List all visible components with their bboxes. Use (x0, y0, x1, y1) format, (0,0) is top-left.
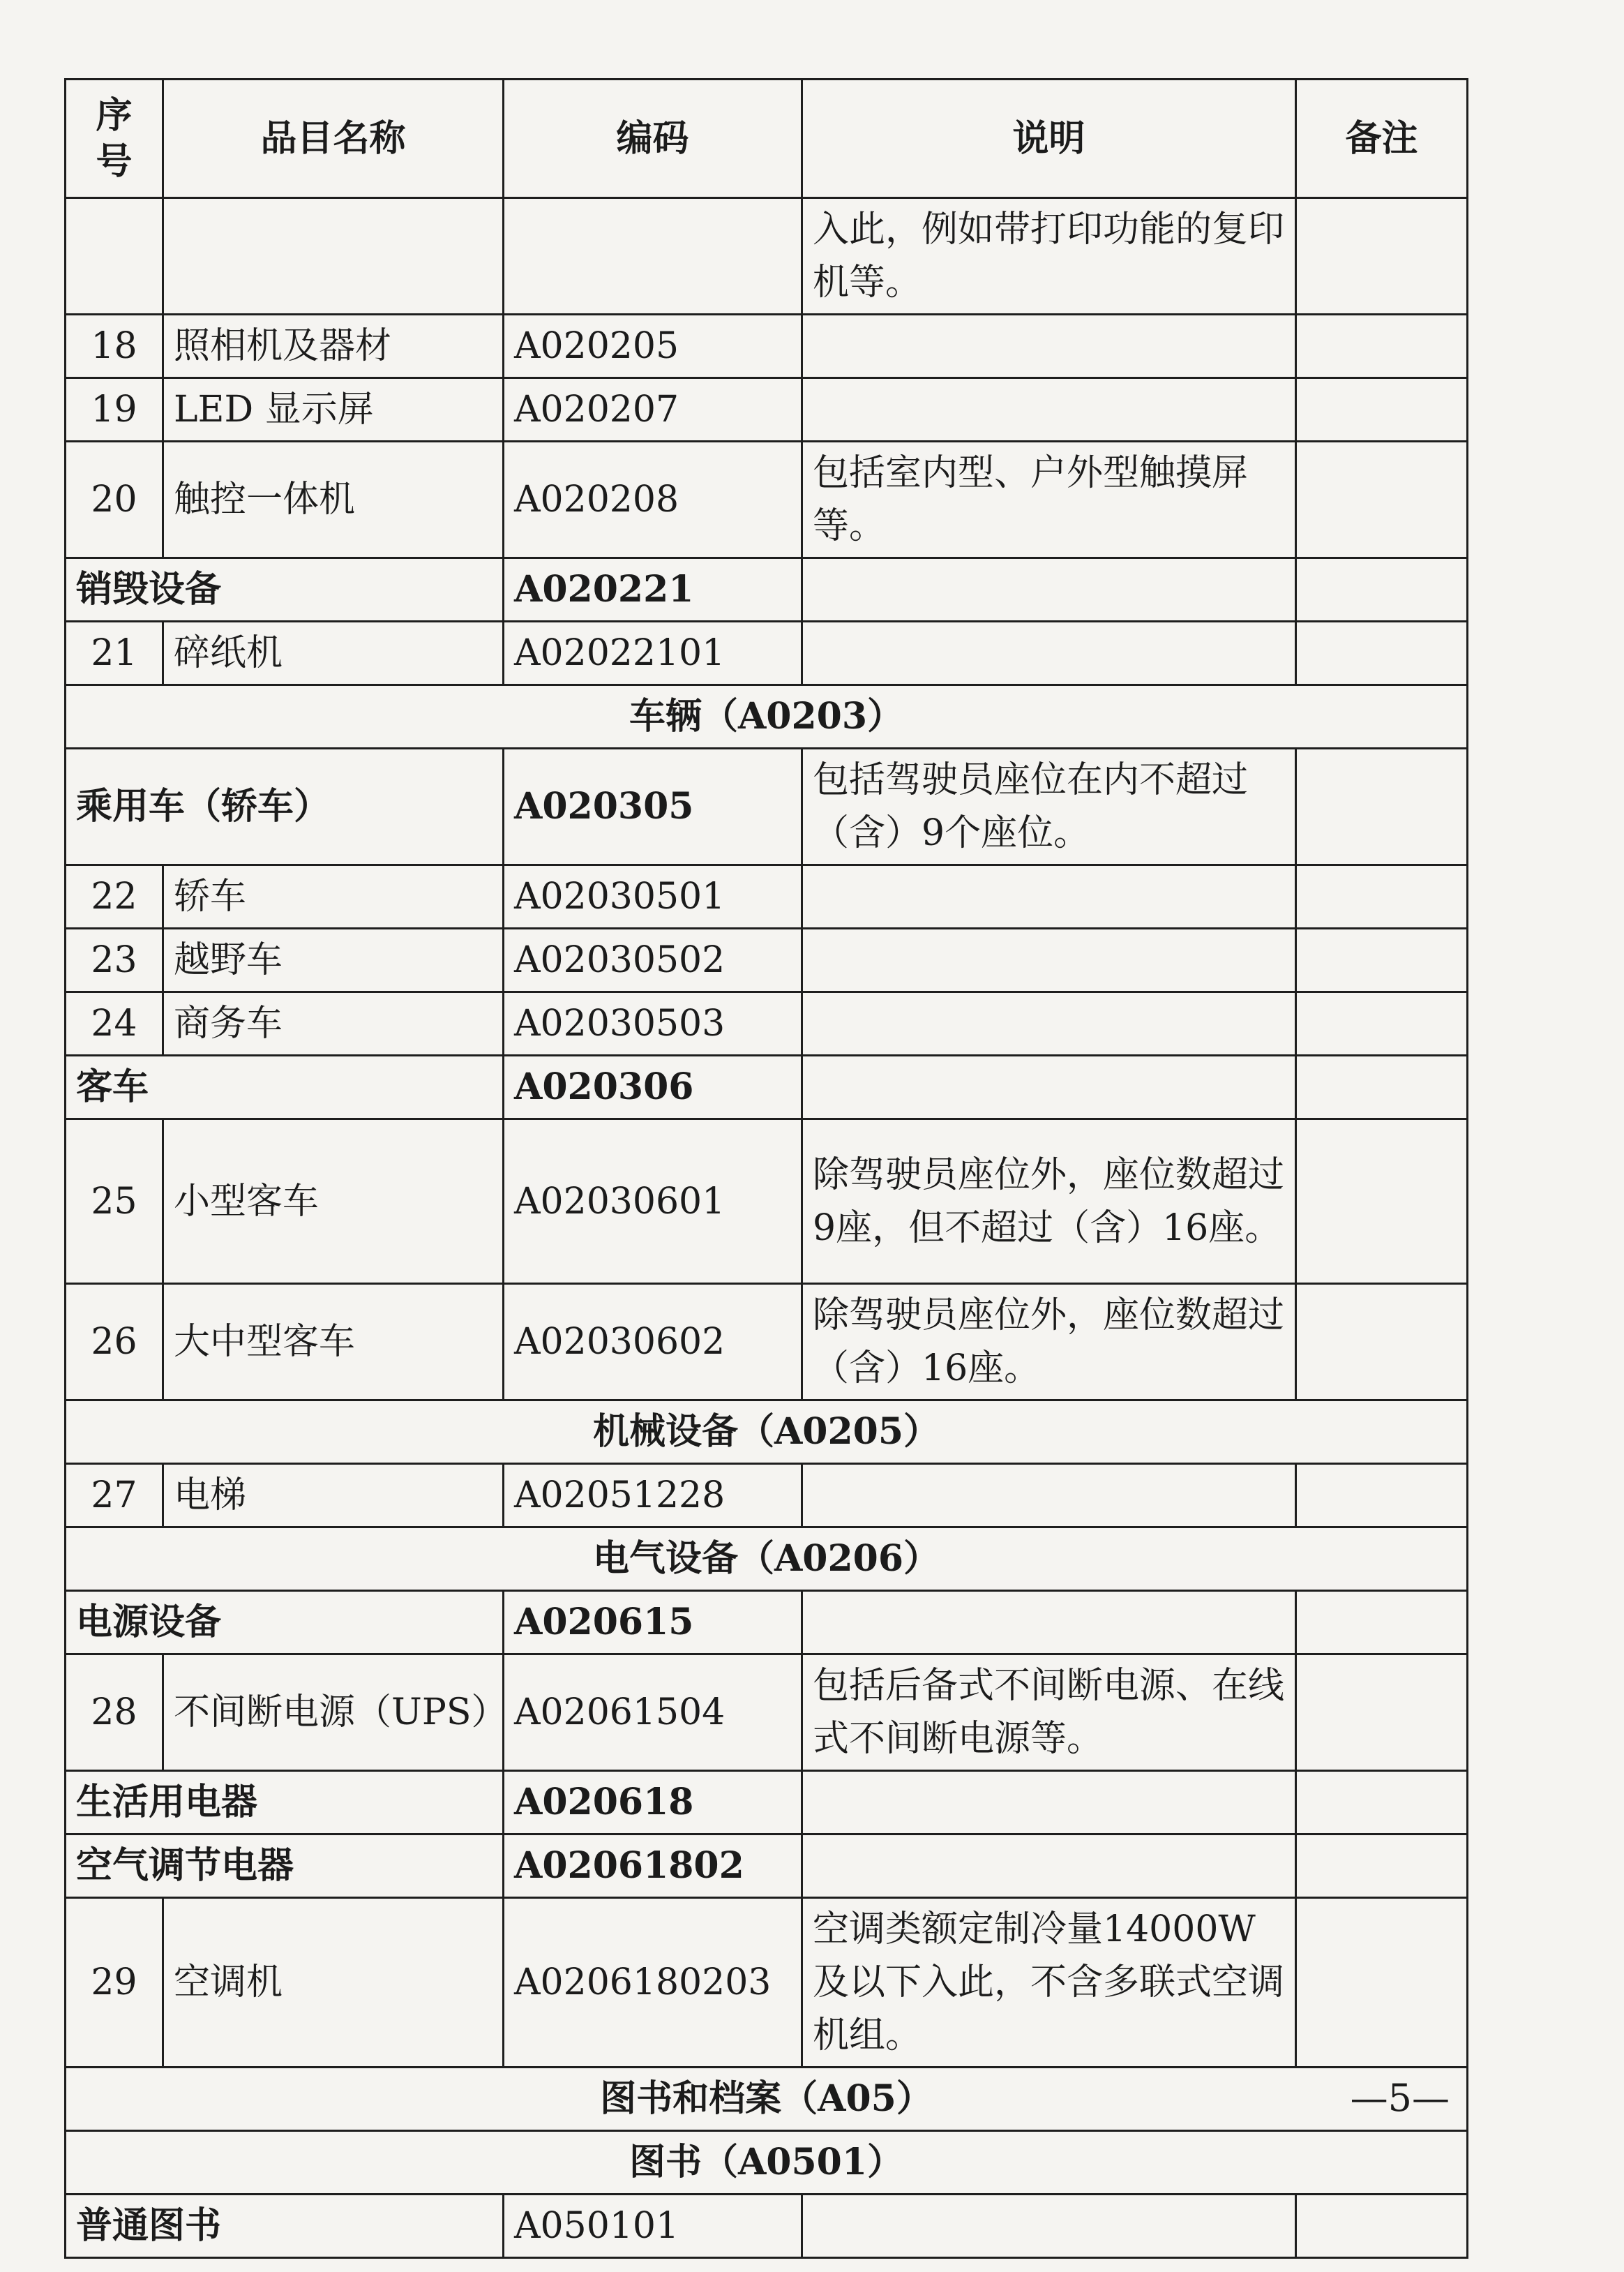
seq-cell: 21 (66, 622, 163, 685)
description-cell (802, 378, 1296, 442)
section-row (66, 685, 1468, 749)
header-name: 品目名称 (163, 80, 504, 198)
section-title: 电气设备（A0206） (66, 1527, 1468, 1591)
table-row (66, 622, 1468, 685)
header-description: 说明 (802, 80, 1296, 198)
category-name: 销毁设备 (66, 558, 504, 622)
procurement-catalog-table (64, 78, 1468, 2259)
section-row (66, 2131, 1468, 2195)
name-cell: 不间断电源（UPS） (163, 1654, 504, 1771)
table-row (66, 1464, 1468, 1527)
code-cell: A0206180203 (504, 1898, 802, 2068)
name-cell: 碎纸机 (163, 622, 504, 685)
section-row (66, 2068, 1468, 2131)
category-name: 乘用车（轿车） (66, 749, 504, 865)
category-row (66, 1591, 1468, 1654)
seq-cell: 23 (66, 929, 163, 992)
table-row (66, 1119, 1468, 1284)
table-header-row (66, 80, 1468, 198)
seq-cell: 29 (66, 1898, 163, 2068)
category-row (66, 1056, 1468, 1119)
name-cell: 大中型客车 (163, 1284, 504, 1400)
description-cell: 包括后备式不间断电源、在线式不间断电源等。 (802, 1654, 1296, 1771)
table-row (66, 1898, 1468, 2068)
seq-cell: 22 (66, 865, 163, 929)
code-cell: A02022101 (504, 622, 802, 685)
category-row (66, 558, 1468, 622)
seq-cell: 20 (66, 442, 163, 558)
seq-cell: 26 (66, 1284, 163, 1400)
category-code: A020305 (504, 749, 802, 865)
category-code: A020306 (504, 1056, 802, 1119)
name-cell: 越野车 (163, 929, 504, 992)
header-remark: 备注 (1296, 80, 1468, 198)
code-cell: A02030601 (504, 1119, 802, 1284)
category-row (66, 2195, 1468, 2258)
name-cell: 触控一体机 (163, 442, 504, 558)
name-cell: 照相机及器材 (163, 315, 504, 378)
category-code: A020618 (504, 1771, 802, 1834)
code-cell: A020205 (504, 315, 802, 378)
category-row (66, 1834, 1468, 1898)
seq-cell: 28 (66, 1654, 163, 1771)
code-cell: A02051228 (504, 1464, 802, 1527)
section-row (66, 1527, 1468, 1591)
section-title: 图书（A0501） (66, 2131, 1468, 2195)
seq-cell: 25 (66, 1119, 163, 1284)
category-code: A050101 (504, 2195, 802, 2258)
name-cell: 商务车 (163, 992, 504, 1056)
name-cell: LED 显示屏 (163, 378, 504, 442)
code-cell: A02030602 (504, 1284, 802, 1400)
section-title: 图书和档案（A05） (66, 2068, 1468, 2131)
name-cell: 空调机 (163, 1898, 504, 2068)
category-name: 客车 (66, 1056, 504, 1119)
code-cell: A02061504 (504, 1654, 802, 1771)
seq-cell: 18 (66, 315, 163, 378)
description-cell: 除驾驶员座位外，座位数超过9座，但不超过（含）16座。 (802, 1119, 1296, 1284)
section-row (66, 1400, 1468, 1464)
table-row (66, 315, 1468, 378)
code-cell: A02030501 (504, 865, 802, 929)
code-cell: A02030502 (504, 929, 802, 992)
code-cell: A02030503 (504, 992, 802, 1056)
category-code: A020221 (504, 558, 802, 622)
description-cell: 除驾驶员座位外，座位数超过（含）16座。 (802, 1284, 1296, 1400)
table-row (66, 378, 1468, 442)
category-name: 空气调节电器 (66, 1834, 504, 1898)
category-row (66, 749, 1468, 865)
table-row (66, 1654, 1468, 1771)
section-title: 机械设备（A0205） (66, 1400, 1468, 1464)
code-cell: A020208 (504, 442, 802, 558)
header-seq: 序 号 (66, 80, 163, 198)
category-name: 普通图书 (66, 2195, 504, 2258)
table-row (66, 865, 1468, 929)
table-row (66, 992, 1468, 1056)
category-name: 电源设备 (66, 1591, 504, 1654)
description-cell: 空调类额定制冷量14000W及以下入此，不含多联式空调机组。 (802, 1898, 1296, 2068)
name-cell: 电梯 (163, 1464, 504, 1527)
code-cell: A020207 (504, 378, 802, 442)
page-number: —5— (1350, 2076, 1450, 2120)
section-title: 车辆（A0203） (66, 685, 1468, 749)
description-cell: 包括驾驶员座位在内不超过（含）9个座位。 (802, 749, 1296, 865)
category-row (66, 1771, 1468, 1834)
seq-cell: 19 (66, 378, 163, 442)
table-row (66, 1284, 1468, 1400)
seq-cell: 27 (66, 1464, 163, 1527)
header-code: 编码 (504, 80, 802, 198)
name-cell: 轿车 (163, 865, 504, 929)
category-code: A02061802 (504, 1834, 802, 1898)
description-cell: 包括室内型、户外型触摸屏等。 (802, 442, 1296, 558)
description-cell: 入此，例如带打印功能的复印机等。 (802, 198, 1296, 315)
description-cell (802, 315, 1296, 378)
category-name: 生活用电器 (66, 1771, 504, 1834)
table-row (66, 442, 1468, 558)
table-row (66, 198, 1468, 315)
category-code: A020615 (504, 1591, 802, 1654)
seq-cell: 24 (66, 992, 163, 1056)
table-row (66, 929, 1468, 992)
name-cell: 小型客车 (163, 1119, 504, 1284)
